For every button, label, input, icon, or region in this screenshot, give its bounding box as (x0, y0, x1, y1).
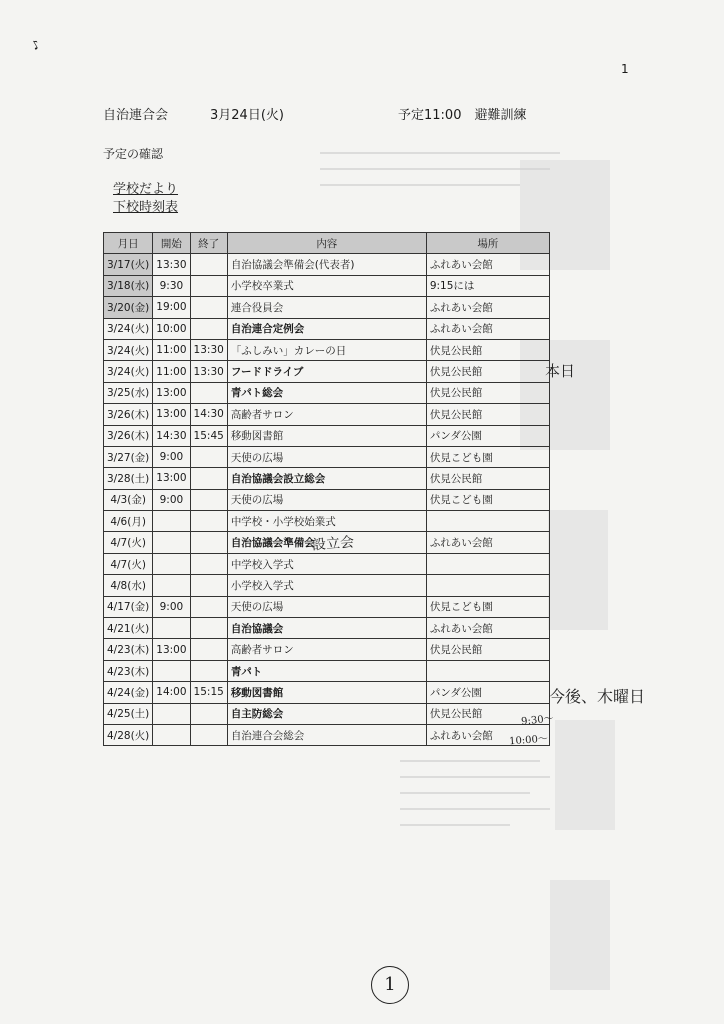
cell-end (190, 468, 227, 489)
cell-start (153, 511, 190, 532)
cell-end (190, 532, 227, 553)
column-header-content: 内容 (227, 233, 426, 254)
handwritten-overlay-note: 設立会 (311, 534, 355, 554)
cell-content: 移動図書館 (227, 682, 426, 703)
cell-end: 15:45 (190, 425, 227, 446)
cell-date: 4/7(火) (104, 532, 153, 553)
column-header-place: 場所 (426, 233, 549, 254)
cell-place: 伏見公民館 (426, 404, 549, 425)
cell-end (190, 596, 227, 617)
cell-start: 13:30 (153, 254, 190, 275)
handwritten-future-note: 今後、木曜日 (549, 687, 646, 706)
cell-start (153, 553, 190, 574)
cell-place: ふれあい会館 (426, 532, 549, 553)
cell-end (190, 724, 227, 745)
cell-end (190, 275, 227, 296)
column-header-start: 開始 (153, 233, 190, 254)
cell-place: 伏見公民館 (426, 468, 549, 489)
page-number: 1 (621, 62, 629, 76)
cell-end (190, 553, 227, 574)
table-row (104, 404, 550, 425)
cell-start: 9:00 (153, 446, 190, 467)
cell-content: 青パト総会 (227, 382, 426, 403)
cell-start: 14:00 (153, 682, 190, 703)
cell-end: 15:15 (190, 682, 227, 703)
cell-start: 14:30 (153, 425, 190, 446)
table-row (104, 703, 550, 724)
bleed-through-line (320, 168, 550, 170)
table-row (104, 553, 550, 574)
cell-place (426, 553, 549, 574)
cell-date: 4/23(木) (104, 639, 153, 660)
cell-start: 9:00 (153, 489, 190, 510)
bleed-through-block (548, 510, 608, 630)
cell-start (153, 532, 190, 553)
table-row (104, 596, 550, 617)
cell-end (190, 446, 227, 467)
cell-content: 小学校入学式 (227, 575, 426, 596)
cell-place: ふれあい会館 (426, 297, 549, 318)
cell-content: 自治連合会総会 (227, 724, 426, 745)
cell-start: 9:00 (153, 596, 190, 617)
cell-content: フードドライブ (227, 361, 426, 382)
school-newsletter-link[interactable]: 学校だより (113, 182, 179, 197)
cell-content: 移動図書館 (227, 425, 426, 446)
handwritten-today-note: 本日 (545, 362, 576, 380)
column-header-date: 月日 (104, 233, 153, 254)
table-row (104, 446, 550, 467)
cell-place: 伏見こども園 (426, 489, 549, 510)
bleed-through-line (400, 824, 510, 826)
cell-date: 3/28(土) (104, 468, 153, 489)
cell-place: ふれあい会館 (426, 254, 549, 275)
cell-place: 伏見公民館 (426, 703, 549, 724)
cell-end (190, 511, 227, 532)
cell-start: 11:00 (153, 339, 190, 360)
table-header-row (104, 233, 550, 254)
cell-date: 3/26(木) (104, 425, 153, 446)
cell-date: 4/3(金) (104, 489, 153, 510)
cell-start (153, 575, 190, 596)
table-row (104, 682, 550, 703)
cell-content: 自治協議会設立総会 (227, 468, 426, 489)
cell-start (153, 724, 190, 745)
cell-end (190, 254, 227, 275)
cell-content: 中学校入学式 (227, 553, 426, 574)
column-header-end: 終了 (190, 233, 227, 254)
bleed-through-line (400, 792, 530, 794)
cell-date: 3/20(金) (104, 297, 153, 318)
handwritten-time-note: 9:30〜 (520, 713, 555, 728)
cell-content: 天使の広場 (227, 489, 426, 510)
cell-place: パンダ公園 (426, 425, 549, 446)
table-row (104, 382, 550, 403)
cell-start: 10:00 (153, 318, 190, 339)
cell-place: ふれあい会館 (426, 724, 549, 745)
table-row (104, 575, 550, 596)
cell-date: 3/24(火) (104, 339, 153, 360)
table-row (104, 724, 550, 745)
cell-content: 自主防総会 (227, 703, 426, 724)
cell-end (190, 660, 227, 681)
cell-start (153, 660, 190, 681)
cell-content: 中学校・小学校始業式 (227, 511, 426, 532)
cell-date: 4/17(金) (104, 596, 153, 617)
bleed-through-line (320, 152, 560, 154)
schedule-table (103, 232, 550, 746)
table-row (104, 254, 550, 275)
cell-content: 自治協議会 (227, 618, 426, 639)
table-row (104, 511, 550, 532)
dismissal-schedule-link[interactable]: 下校時刻表 (113, 200, 179, 215)
table-row (104, 425, 550, 446)
table-row (104, 618, 550, 639)
cell-start: 11:00 (153, 361, 190, 382)
cell-date: 4/8(水) (104, 575, 153, 596)
cell-content: 自治協議会準備会(代表者) (227, 254, 426, 275)
cell-end: 14:30 (190, 404, 227, 425)
cell-date: 3/18(水) (104, 275, 153, 296)
cell-place (426, 511, 549, 532)
cell-start (153, 618, 190, 639)
cell-content: 自治連合定例会 (227, 318, 426, 339)
cell-date: 4/7(火) (104, 553, 153, 574)
cell-end (190, 489, 227, 510)
cell-start: 19:00 (153, 297, 190, 318)
cell-end (190, 382, 227, 403)
cell-date: 4/21(火) (104, 618, 153, 639)
section-title: 予定の確認 (103, 147, 164, 161)
cell-start: 13:00 (153, 382, 190, 403)
cell-end: 13:30 (190, 339, 227, 360)
cell-content: 天使の広場 (227, 596, 426, 617)
header-org: 自治連合会 (103, 108, 169, 123)
bleed-through-line (400, 776, 550, 778)
cell-end (190, 618, 227, 639)
cell-place: パンダ公園 (426, 682, 549, 703)
cell-place (426, 575, 549, 596)
bleed-through-block (555, 720, 615, 830)
cell-date: 3/25(水) (104, 382, 153, 403)
cell-start: 13:00 (153, 639, 190, 660)
cell-date: 3/17(火) (104, 254, 153, 275)
cell-date: 3/24(火) (104, 318, 153, 339)
cell-place: 伏見公民館 (426, 639, 549, 660)
cell-date: 3/24(火) (104, 361, 153, 382)
table-row (104, 639, 550, 660)
cell-content: 高齢者サロン (227, 639, 426, 660)
cell-place: 伏見こども園 (426, 596, 549, 617)
cell-end (190, 297, 227, 318)
table-row (104, 489, 550, 510)
cell-start: 9:30 (153, 275, 190, 296)
cell-place: ふれあい会館 (426, 318, 549, 339)
cell-content: 「ふしみい」カレーの日 (227, 339, 426, 360)
cell-end (190, 575, 227, 596)
table-row (104, 468, 550, 489)
cell-start (153, 703, 190, 724)
cell-place: 9:15には (426, 275, 549, 296)
cell-place: 伏見公民館 (426, 361, 549, 382)
table-row (104, 660, 550, 681)
cell-content: 小学校卒業式 (227, 275, 426, 296)
bleed-through-line (400, 760, 540, 762)
header-plan: 予定11:00 避難訓練 (398, 108, 527, 123)
cell-end (190, 703, 227, 724)
cell-place: 伏見公民館 (426, 339, 549, 360)
cell-content: 青パト (227, 660, 426, 681)
cell-content: 連合役員会 (227, 297, 426, 318)
table-row (104, 318, 550, 339)
cell-date: 4/28(火) (104, 724, 153, 745)
cell-date: 4/24(金) (104, 682, 153, 703)
handwritten-time-note: 10:00〜 (508, 733, 549, 748)
table-row (104, 361, 550, 382)
cell-place: ふれあい会館 (426, 618, 549, 639)
bleed-through-line (400, 808, 550, 810)
cell-content: 高齢者サロン (227, 404, 426, 425)
table-row (104, 275, 550, 296)
cell-place: 伏見こども園 (426, 446, 549, 467)
header-date: 3月24日(火) (210, 108, 284, 123)
cell-end (190, 318, 227, 339)
cell-date: 4/25(土) (104, 703, 153, 724)
cell-content: 自治協議会準備会 (227, 532, 426, 553)
cell-start: 13:00 (153, 468, 190, 489)
cell-date: 4/23(木) (104, 660, 153, 681)
corner-mark: ♪ (29, 37, 43, 53)
cell-place: 伏見公民館 (426, 382, 549, 403)
cell-end (190, 639, 227, 660)
cell-date: 3/26(木) (104, 404, 153, 425)
cell-place (426, 660, 549, 681)
circled-page-number: 1 (371, 966, 409, 1004)
cell-content: 天使の広場 (227, 446, 426, 467)
cell-end: 13:30 (190, 361, 227, 382)
cell-date: 3/27(金) (104, 446, 153, 467)
bleed-through-line (320, 184, 520, 186)
table-row (104, 339, 550, 360)
table-row (104, 297, 550, 318)
cell-date: 4/6(月) (104, 511, 153, 532)
bleed-through-block (550, 880, 610, 990)
cell-start: 13:00 (153, 404, 190, 425)
